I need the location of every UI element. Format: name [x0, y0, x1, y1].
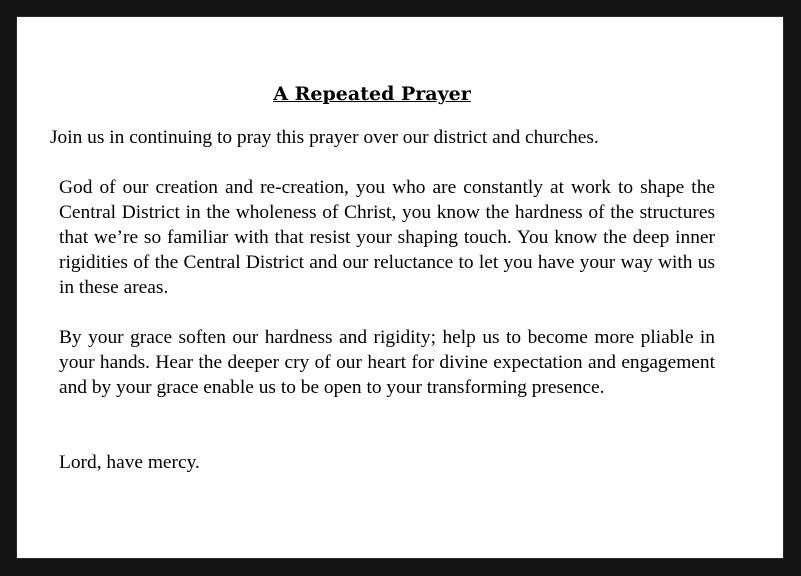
prayer-paragraph-1: God of our creation and re-creation, you who are constantly at work to shape the Central District in the wholeness of Christ, you know the hardness of the structures that we’re so familiar with that resist your shaping touch. You know the deep inner rigidities of the Central District and our reluctance to let you have your way with us in these areas. [59, 177, 715, 298]
closing-line: Lord, have mercy. [59, 452, 200, 473]
page-title: A Repeated Prayer [273, 83, 471, 105]
prayer-paragraph-2: By your grace soften our hardness and rigidity; help us to become more pliable in your hands. Hear the deeper cry of our heart for divine expectation and engagement and by your grace enable us to be open to your transforming presence. [59, 327, 715, 398]
intro-text: Join us in continuing to pray this prayer over our district and churches. [50, 127, 599, 148]
document-page [17, 17, 783, 558]
